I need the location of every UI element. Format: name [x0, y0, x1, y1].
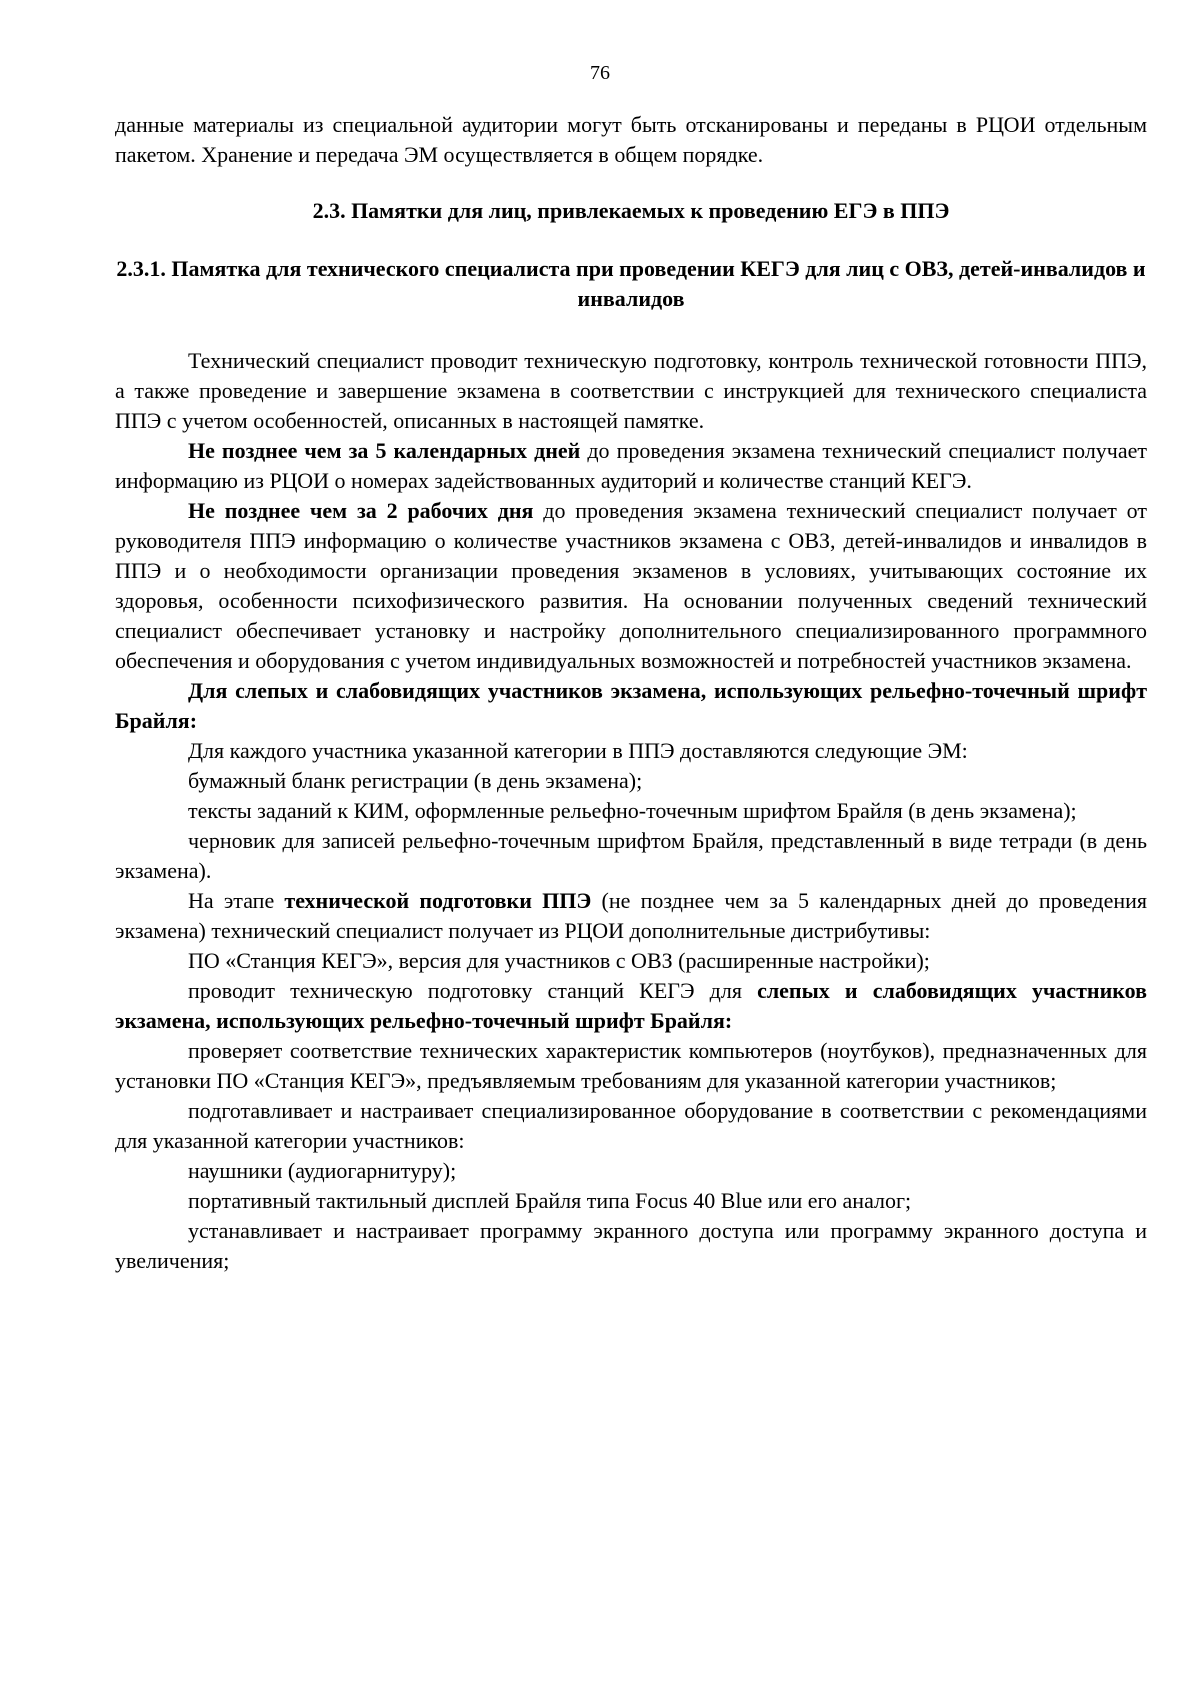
intro-paragraph: данные материалы из специальной аудитории могут быть отсканированы и переданы в РЦОИ отдельным пакетом. Хранение и передача ЭМ осуществляется в общем порядке. — [115, 112, 1147, 167]
list-item: ПО «Станция КЕГЭ», версия для участников с ОВЗ (расширенные настройки); — [188, 948, 930, 973]
bold-phrase: Не позднее чем за 5 календарных дней — [188, 438, 581, 463]
paragraph — [115, 676, 1147, 736]
list-item: проверяет соответствие технических характеристик компьютеров (ноутбуков), предназначенных для установки ПО «Станция КЕГЭ», предъявляемым требованиям для указанной категории участников; — [115, 1038, 1147, 1093]
paragraph — [115, 496, 1147, 676]
paragraph-text: На этапе — [188, 888, 285, 913]
paragraph-text: до проведения экзамена технический специалист получает от руководителя ППЭ информацию о количестве участников экзамена с ОВЗ, детей-инвалидов и инвалидов в ППЭ и о необходимости организации проведения экзаменов в условиях, учитывающих состояние их здоровья, особенности психофизического развития. На основании полученных сведений технический специалист обеспечивает установку и настройку дополнительного специализированного программного обеспечения и оборудования с учетом индивидуальных возможностей и потребностей участников экзамена. — [115, 498, 1147, 673]
bold-phrase: Не позднее чем за 2 рабочих дня — [188, 498, 534, 523]
paragraph: Для каждого участника указанной категории в ППЭ доставляются следующие ЭМ: — [188, 738, 968, 763]
bold-phrase: технической подготовки ППЭ — [284, 888, 592, 913]
document-body — [115, 110, 1147, 1276]
list-item: черновик для записей рельефно-точечным шрифтом Брайля, представленный в виде тетради (в день экзамена). — [115, 828, 1147, 883]
paragraph — [115, 976, 1147, 1036]
list-item: портативный тактильный дисплей Брайля типа Focus 40 Blue или его аналог; — [188, 1188, 912, 1213]
list-item: тексты заданий к КИМ, оформленные рельефно-точечным шрифтом Брайля (в день экзамена); — [188, 798, 1077, 823]
paragraph — [115, 886, 1147, 946]
paragraph-text: (не позднее чем за 5 календарных дней до проведения экзамена) технический специалист получает из РЦОИ дополнительные дистрибутивы: — [115, 888, 1148, 943]
paragraph: Технический специалист проводит техническую подготовку, контроль технической готовности ППЭ, а также проведение и завершение экзамена в соответствии с инструкцией для технического специалиста ППЭ с учетом особенностей, описанных в настоящей памятке. — [115, 348, 1147, 433]
bold-phrase: слепых и слабовидящих участников экзамена, использующих рельефно-точечный шрифт Брайля: — [115, 978, 1147, 1033]
list-item: наушники (аудиогарнитуру); — [188, 1158, 457, 1183]
page-number: 76 — [590, 62, 610, 84]
paragraph — [115, 436, 1147, 496]
subsection-heading: 2.3.1. Памятка для технического специалиста при проведении КЕГЭ для лиц с ОВЗ, детей-инвалидов и инвалидов — [116, 256, 1146, 311]
list-item: бумажный бланк регистрации (в день экзамена); — [188, 768, 643, 793]
list-item: устанавливает и настраивает программу экранного доступа или программу экранного доступа и увеличения; — [115, 1218, 1147, 1273]
bold-heading-line: Для слепых и слабовидящих участников экзамена, использующих рельефно-точечный шрифт Брайля: — [115, 678, 1147, 733]
paragraph-text: до проведения экзамена технический специалист получает информацию из РЦОИ о номерах задействованных аудиторий и количестве станций КЕГЭ. — [115, 438, 1148, 493]
paragraph-text: проводит техническую подготовку станций КЕГЭ для — [188, 978, 758, 1003]
section-heading: 2.3. Памятки для лиц, привлекаемых к проведению ЕГЭ в ППЭ — [312, 198, 950, 223]
list-item: подготавливает и настраивает специализированное оборудование в соответствии с рекомендациями для указанной категории участников: — [115, 1098, 1147, 1153]
